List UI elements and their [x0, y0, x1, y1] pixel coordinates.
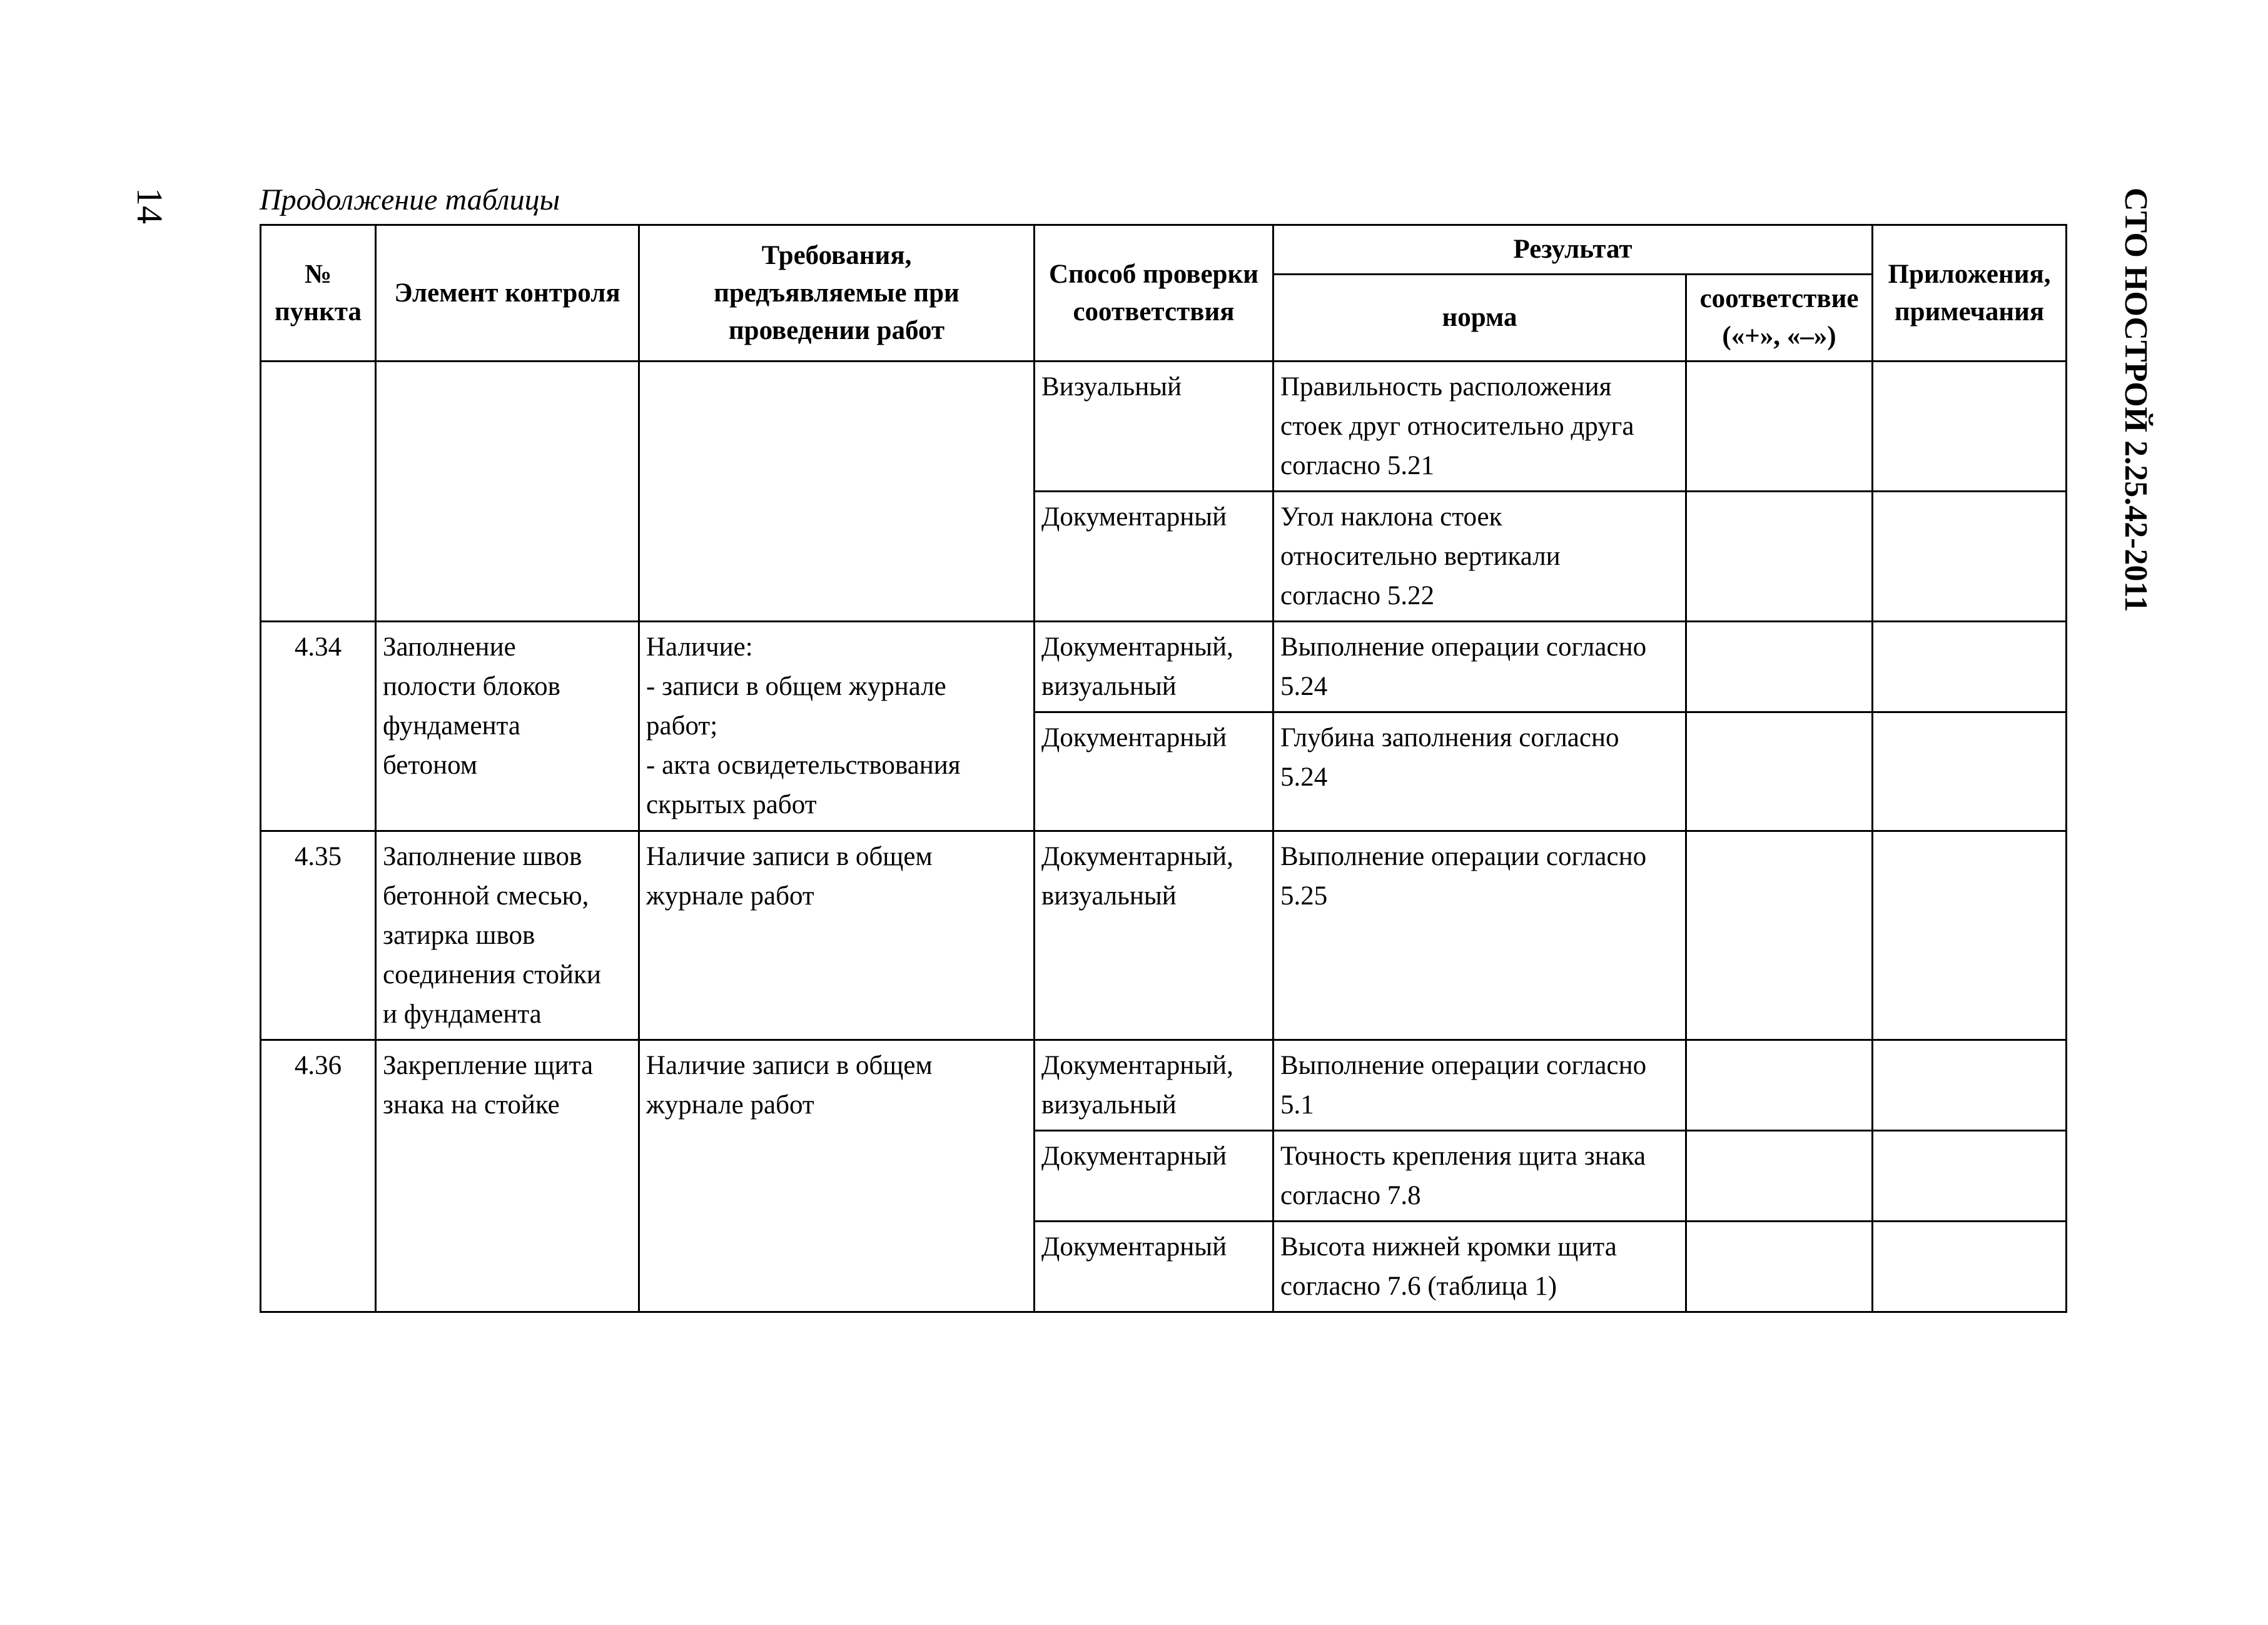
- cell-notes: [1873, 622, 2067, 712]
- cell-compliance: [1686, 362, 1873, 492]
- cell-norm: Выполнение операции согласно 5.25: [1273, 831, 1686, 1040]
- cell-norm: Выполнение операции согласно 5.1: [1273, 1040, 1686, 1131]
- cell-norm: Угол наклона стоек относительно вертикали согласно 5.22: [1273, 492, 1686, 622]
- table-row: [261, 362, 2067, 492]
- cell-compliance: [1686, 492, 1873, 622]
- cell-compliance: [1686, 712, 1873, 831]
- cell-notes: [1873, 712, 2067, 831]
- cell-norm: Высота нижней кромки щита согласно 7.6 (таблица 1): [1273, 1222, 1686, 1312]
- cell-norm: Правильность расположения стоек друг относительно друга согласно 5.21: [1273, 362, 1686, 492]
- cell-num: 4.34: [261, 622, 376, 831]
- cell-requirements: Наличие: - записи в общем журнале работ; - акта освидетельствования скрытых работ: [639, 622, 1035, 831]
- cell-method: Документарный, визуальный: [1035, 831, 1273, 1040]
- cell-notes: [1873, 1131, 2067, 1222]
- cell-compliance: [1686, 831, 1873, 1040]
- table-row: [261, 622, 2067, 712]
- table-row: [261, 1040, 2067, 1131]
- cell-num: 4.35: [261, 831, 376, 1040]
- cell-method: Визуальный: [1035, 362, 1273, 492]
- cell-requirements: Наличие записи в общем журнале работ: [639, 1040, 1035, 1312]
- header-notes: Приложения, примечания: [1873, 225, 2067, 362]
- cell-method: Документарный: [1035, 492, 1273, 622]
- cell-method: Документарный: [1035, 1131, 1273, 1222]
- table-caption: Продолжение таблицы: [260, 183, 560, 216]
- cell-requirements: [639, 362, 1035, 622]
- cell-notes: [1873, 831, 2067, 1040]
- page-number: 14: [129, 188, 170, 224]
- header-element: Элемент контроля: [376, 225, 639, 362]
- cell-compliance: [1686, 1222, 1873, 1312]
- table-row: [261, 831, 2067, 1040]
- cell-norm: Точность крепления щита знака согласно 7.8: [1273, 1131, 1686, 1222]
- header-norm: норма: [1273, 275, 1686, 362]
- cell-method: Документарный: [1035, 712, 1273, 831]
- cell-num: 4.36: [261, 1040, 376, 1312]
- cell-notes: [1873, 492, 2067, 622]
- control-table: [260, 224, 2067, 1313]
- cell-method: Документарный, визуальный: [1035, 1040, 1273, 1131]
- document-code: СТО НОСТРОЙ 2.25.42-2011: [2118, 188, 2154, 612]
- cell-element: Заполнение швов бетонной смесью, затирка швов соединения стойки и фундамента: [376, 831, 639, 1040]
- cell-num: [261, 362, 376, 622]
- cell-method: Документарный: [1035, 1222, 1273, 1312]
- cell-norm: Глубина заполнения согласно 5.24: [1273, 712, 1686, 831]
- header-method: Способ проверки соответствия: [1035, 225, 1273, 362]
- header-requirements: Требования, предъявляемые при проведении работ: [639, 225, 1035, 362]
- cell-element: [376, 362, 639, 622]
- cell-notes: [1873, 1222, 2067, 1312]
- cell-notes: [1873, 362, 2067, 492]
- cell-element: Закрепление щита знака на стойке: [376, 1040, 639, 1312]
- cell-compliance: [1686, 1040, 1873, 1131]
- cell-requirements: Наличие записи в общем журнале работ: [639, 831, 1035, 1040]
- cell-method: Документарный, визуальный: [1035, 622, 1273, 712]
- cell-element: Заполнение полости блоков фундамента бетоном: [376, 622, 639, 831]
- header-result: Результат: [1273, 225, 1873, 275]
- cell-compliance: [1686, 622, 1873, 712]
- cell-compliance: [1686, 1131, 1873, 1222]
- header-num: № пункта: [261, 225, 376, 362]
- cell-notes: [1873, 1040, 2067, 1131]
- cell-norm: Выполнение операции согласно 5.24: [1273, 622, 1686, 712]
- header-compliance: соответствие («+», «–»): [1686, 275, 1873, 362]
